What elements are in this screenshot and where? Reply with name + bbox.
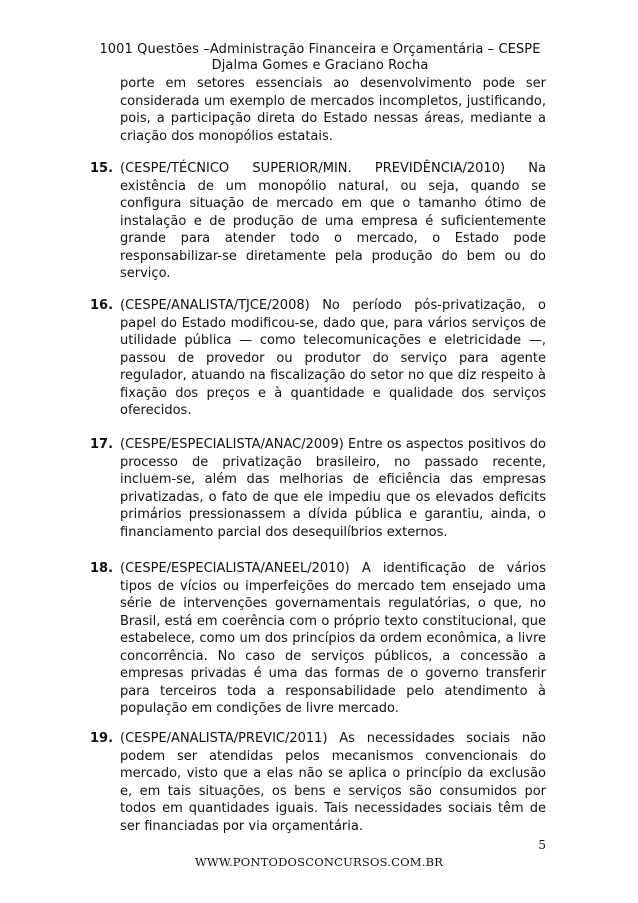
question-16: [90, 297, 546, 420]
question-text: (CESPE/TÉCNICO SUPERIOR/MIN. PREVIDÊNCIA/2010) Na existência de um monopólio natural, ou seja, quando se configura situação de mercado em que o tamanho ótimo de instalação e de produção de uma empresa é suficientemente grande para atender todo o mercado, o Estado pode responsabilizar-se diretamente pela produção do bem ou do serviço.: [120, 161, 546, 281]
question-15: [90, 160, 546, 283]
question-text: (CESPE/ESPECIALISTA/ANAC/2009) Entre os aspectos positivos do processo de privatização brasileiro, no passado recente, incluem-se, além das melhorias de eficiência das empresas privatizadas, o fato de que ele impediu que os elevados deficits primários pressionassem a dívida pública e garantiu, ainda, o financiamento parcial dos desequilíbrios externos.: [120, 437, 546, 540]
question-19: [90, 730, 546, 835]
continued-paragraph: porte em setores essenciais ao desenvolvimento pode ser considerada um exemplo de mercados incompletos, justificando, pois, a participação direta do Estado nessas áreas, mediante a criação dos monopólios estatais.: [120, 76, 546, 144]
question-text: (CESPE/ANALISTA/PREVIC/2011) As necessidades sociais não podem ser atendidas pelos mecanismos convencionais do mercado, visto que a elas não se aplica o princípio da exclusão e, em tais situações, os bens e serviços são consumidos por todos em quantidades iguais. Tais necessidades sociais têm de ser financiadas por via orçamentária.: [120, 731, 546, 834]
question-number: 15.: [90, 161, 114, 176]
page-number: 5: [538, 838, 546, 852]
header-title: 1001 Questões –Administração Financeira e Orçamentária – CESPE: [99, 42, 541, 57]
question-number: 18.: [90, 561, 114, 576]
header-authors: Djalma Gomes e Graciano Rocha: [211, 58, 429, 73]
question-17: [90, 436, 546, 541]
question-text: (CESPE/ESPECIALISTA/ANEEL/2010) A identificação de vários tipos de vícios ou imperfeições do mercado tem ensejado uma série de intervenções governamentais regulatórias, o que, no Brasil, está em coerência com o próprio texto constitucional, que estabelece, como um dos princípios da ordem econômica, a livre concorrência. No caso de serviços públicos, a concessão a empresas privadas é uma das formas de o governo transferir para terceiros toda a responsabilidade pelo atendimento à população em condições de livre mercado.: [120, 561, 546, 716]
question-text: (CESPE/ANALISTA/TJCE/2008) No período pós-privatização, o papel do Estado modificou-se, dado que, para vários serviços de utilidade pública — como telecomunicações e eletricidade —, passou de provedor ou produtor do serviço para agente regulador, atuando na fiscalização do setor no que diz respeito à fixação dos preços e à quantidade e qualidade dos serviços oferecidos.: [120, 298, 546, 418]
question-number: 19.: [90, 731, 114, 746]
question-18: [90, 560, 546, 718]
question-number: 16.: [90, 298, 114, 313]
page-header: [90, 42, 550, 74]
footer-url: WWW.PONTODOSCONCURSOS.COM.BR: [194, 855, 444, 869]
question-number: 17.: [90, 437, 114, 452]
